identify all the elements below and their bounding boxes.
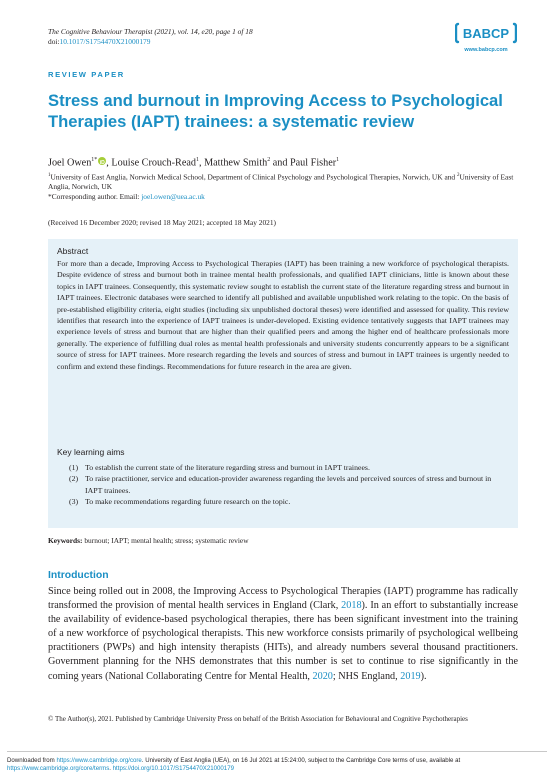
abstract-heading: Abstract — [57, 246, 89, 256]
author-name[interactable]: , Matthew Smith — [198, 157, 268, 169]
keywords-text: burnout; IAPT; mental health; stress; systematic review — [82, 536, 249, 545]
aim-text: To raise practitioner, service and education-provider awareness regarding the levels and perceived sources of stress and burnout in IAPT trainees. — [85, 474, 492, 495]
aims-list — [57, 462, 509, 508]
doi-link[interactable]: 10.1017/S1754470X21000179 — [59, 37, 151, 46]
aim-item — [57, 473, 509, 496]
affiliation-marker: 1 — [48, 173, 51, 178]
body-text: ). In an effort to substantially increase the availability of evidence-based psychological therapies, there has been significant investment into the training of a new workforce of psychological therapists. This new workforce consists primarily of psychological wellbeing practitioners (PWPs) and high intensity therapists (HITs), and already numbers several thousand practitioners. Government planning for the NHS demonstrates that this number is set to continue to rise significantly in the coming years (National Collaborating Centre for Mental Health, — [48, 600, 518, 682]
citation-link[interactable]: 2019 — [400, 670, 421, 682]
doi-footer-link[interactable]: https://doi.org/10.1017/S1754470X21000179 — [112, 765, 234, 773]
copyright-notice: © The Author(s), 2021. Published by Cambridge University Press on behalf of the British Association for Behavioural and Cognitive Psychotherapies — [48, 715, 468, 723]
introduction-text — [48, 585, 518, 684]
affiliation-marker: 1 — [336, 157, 340, 163]
footer-text: . — [109, 765, 113, 773]
doi-line — [48, 37, 348, 47]
body-text: ; NHS England, — [332, 670, 401, 682]
babcp-logo[interactable] — [455, 22, 517, 44]
author-name[interactable]: Joel Owen — [48, 157, 92, 169]
abstract-text: For more than a decade, Improving Access to Psychological Therapies (IAPT) has been training a new workforce of psychological therapists. Despite evidence of stress and burnout both in trainee mental health professionals, and qualified IAPT clinicians, little is known about these topics in IAPT trainees. Consequently, this systematic review sought to establish the current state of the literature regarding stress and burnout in IAPT trainees. Electronic databases were searched to identify all published and available unpublished work relating to the topic. On the basis of pre-established eligibility criteria, eight studies (including six unpublished doctoral theses) were identified and assessed for quality. This review identifies that research into the experience of IAPT trainees is under-developed. Existing evidence tentatively suggests that IAPT trainees may experience levels of stress and burnout that are higher than their qualified peers and among the higher end of healthcare professionals more generally. The experience of fulfilling dual roles as mental health professionals and university students concurrently appears to be a significant source of stress for IAPT trainees. More research regarding the levels and sources of stress and burnout in IAPT trainees is urgently needed to confirm and extend these findings. Recommendations for future research in the area are given. — [57, 259, 509, 371]
section-label: REVIEW PAPER — [48, 70, 125, 79]
body-text: ). — [420, 670, 427, 682]
logo-url[interactable]: www.babcp.com — [464, 47, 508, 53]
corresponding-label: *Corresponding author. Email: — [48, 192, 142, 202]
body-text: Since being rolled out in 2008, the Improving Access to Psychological Therapies (IAPT) programme has radically transformed the provision of mental health services in England (Clark, — [48, 586, 518, 612]
logo-text: BABCP — [462, 26, 510, 41]
affiliation-marker: 2 — [456, 173, 460, 178]
doi-prefix: doi: — [48, 37, 60, 46]
aim-number: (2) — [69, 474, 79, 484]
affiliation-text: University of East Anglia, Norwich, UK — [48, 172, 514, 192]
aim-text: To establish the current state of the literature regarding stress and burnout in IAPT trainees. — [85, 463, 370, 472]
introduction-heading: Introduction — [48, 570, 109, 581]
affiliation-text: University of East Anglia, Norwich Medical School, Department of Clinical Psychology and Psychological Therapies, Norwich, UK and — [50, 172, 457, 182]
keywords — [48, 536, 508, 546]
aim-number: (3) — [69, 497, 79, 507]
journal-citation: The Cognitive Behaviour Therapist (2021), vol. 14, e20, page 1 of 18 — [48, 27, 253, 36]
author-name[interactable]: and Paul Fisher — [270, 157, 337, 169]
author-name[interactable]: , Louise Crouch-Read — [106, 157, 196, 169]
aims-heading: Key learning aims — [57, 447, 125, 457]
aim-item — [57, 462, 509, 473]
affiliations — [48, 171, 518, 202]
affiliation-marker: 2 — [267, 157, 271, 163]
aim-item — [57, 496, 509, 507]
cambridge-core-link[interactable]: https://www.cambridge.org/core — [56, 757, 142, 764]
email-link[interactable]: joel.owen@uea.ac.uk — [141, 192, 205, 202]
orcid-icon[interactable]: iD — [98, 157, 106, 165]
affiliation-marker: 1 — [195, 157, 199, 163]
citation-link[interactable]: 2018 — [341, 600, 362, 612]
footer-text: . University of East Anglia (UEA), on 16 Jul 2021 at 15:24:00, subject to the Cambridge Core terms of use, available at — [141, 757, 461, 764]
aim-text: To make recommendations regarding future research on the topic. — [85, 497, 291, 507]
affiliation-marker: 1* — [91, 157, 98, 163]
download-footer — [7, 757, 547, 774]
aim-number: (1) — [69, 463, 79, 472]
terms-link[interactable]: https://www.cambridge.org/core/terms — [7, 765, 110, 773]
footer-text: Downloaded from — [7, 757, 57, 764]
citation-link[interactable]: 2020 — [312, 670, 333, 682]
received-dates: (Received 16 December 2020; revised 18 May 2021; accepted 18 May 2021) — [48, 218, 277, 227]
author-list — [48, 153, 508, 170]
article-title: Stress and burnout in Improving Access to Psychological Therapies (IAPT) trainees: a systematic review — [48, 91, 503, 131]
footer-divider — [7, 751, 547, 752]
keywords-label: Keywords: — [48, 536, 83, 545]
